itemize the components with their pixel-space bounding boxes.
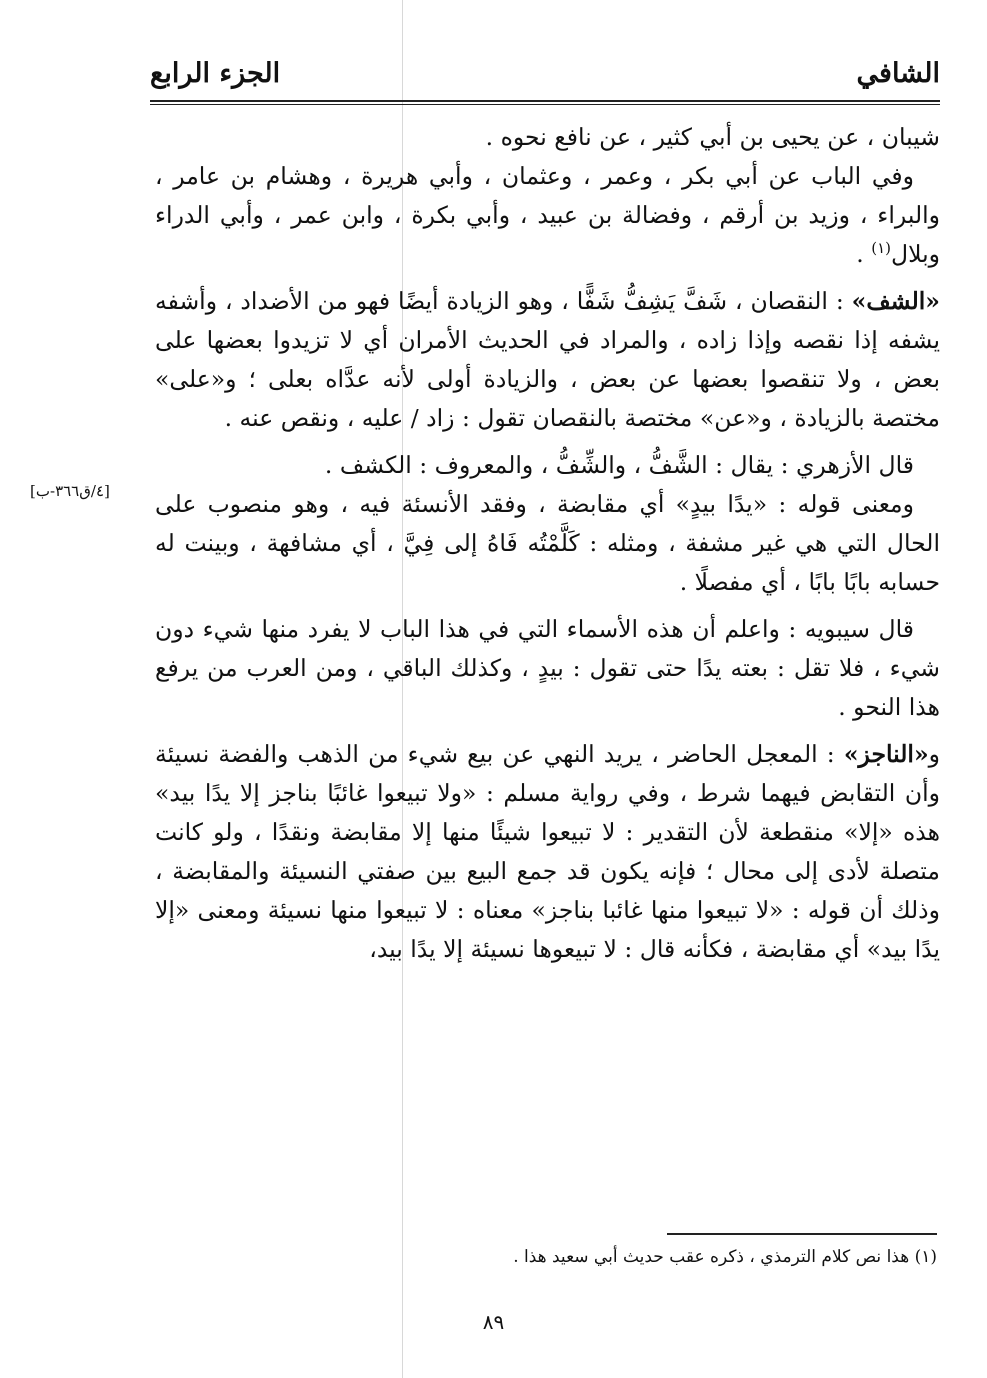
paragraph-5: ومعنى قوله : «يدًا بيدٍ» أي مقابضة ، وفقد الأنسئة فيه ، وهو منصوب على الحال التي هي غير مشفة ، ومثله : كَلَّمْتُه فَاهُ إلى فِيَّ ، أي مشافهة ، وبينت له حسابه بابًا بابًا ، أي مفصلًا . [155,490,940,596]
page-number: ٨٩ [482,1310,505,1334]
volume-title: الجزء الرابع [150,58,281,89]
term-shaff: «الشف» [851,287,940,315]
footnote-ref[interactable]: (١) [871,239,891,258]
paragraph-3: «الشف» : النقصان ، شَفَّ يَشِفُّ شَفًّا ، وهو الزيادة أيضًا فهو من الأضداد ، وأشفه يشفه إذا نقصه وإذا زاده ، والمراد في الحديث الأمران أي لا تزيدوا بعضها على بعض ، ولا تنقصوا بعضها عن بعض ، والزيادة أولى لأنه عدَّاه بعلى ؛ و«على» مختصة بالزيادة ، و«عن» مختصة بالنقصان تقول : زاد / عليه ، ونقص عنه . [155,287,940,432]
main-text [155,118,940,969]
header-rule [150,100,940,105]
book-title: الشافي [856,58,940,89]
paragraph-4: قال الأزهري : يقال : الشَّفُّ ، والشِّفُّ ، والمعروف : الكشف . [324,451,914,479]
footnote: (١) هذا نص كلام الترمذي ، ذكره عقب حديث أبي سعيد هذا . [513,1247,937,1267]
running-header [150,58,940,98]
term-najiz: «الناجز» [843,740,929,768]
paragraph-6: قال سيبويه : واعلم أن هذه الأسماء التي في هذا الباب لا يفرد منها شيء دون شيء ، فلا تقل : بعته يدًا حتى تقول : بيدٍ ، وكذلك الباقي ، ومن العرب من يرفع هذا النحو . [155,615,940,721]
footnote-rule [667,1233,937,1235]
paragraph-2: وفي الباب عن أبي بكر ، وعمر ، وعثمان ، وأبي هريرة ، وهشام بن عامر ، والبراء ، وزيد بن أرقم ، وفضالة بن عبيد ، وأبي بكرة ، وابن عمر ، وأبي الدراء وبلال$^{(١)}$ . [155,162,940,268]
paragraph-7: و«الناجز» : المعجل الحاضر ، يريد النهي عن بيع شيء من الذهب والفضة نسيئة وأن التقابض فيهما شرط ، وفي رواية مسلم : «ولا تبيعوا غائبًا بناجز إلا يدًا بيد» هذه «إلا» منقطعة لأن التقدير : لا تبيعوا شيئًا منها إلا مقابضة ونقدًا ، ولو كانت متصلة لأدى إلى محال ؛ فإنه يكون قد جمع البيع بين صفتي النسيئة والمقابضة ، وذلك أن قوله : «لا تبيعوا منها غائبا بناجز» معناه : لا تبيعوا منها نسيئة ومعنى «إلا يدًا بيد» أي مقابضة ، فكأنه قال : لا تبيعوها نسيئة إلا يدًا بيد، [155,740,940,963]
paragraph-1: شيبان ، عن يحيى بن أبي كثير ، عن نافع نحوه . [485,123,940,151]
manuscript-folio-note: [٤/ق٣٦٦-ب] [30,482,110,500]
